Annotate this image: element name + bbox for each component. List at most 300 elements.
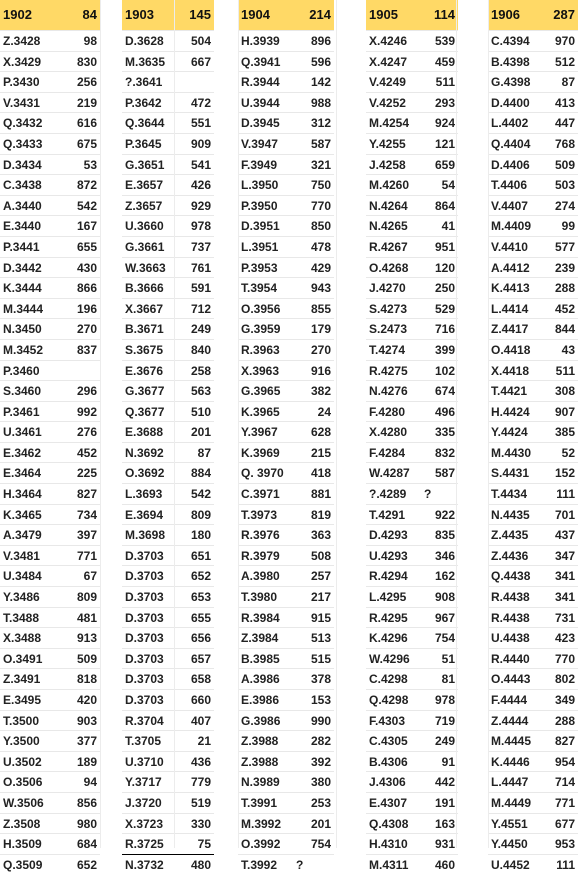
cell-code: D.3442: [3, 260, 42, 275]
table-row[interactable]: [0, 112, 100, 133]
cell-code: Q.4298: [369, 693, 409, 707]
table-row[interactable]: [366, 813, 458, 834]
table-row[interactable]: [122, 730, 214, 751]
cell-code: P.3441: [3, 239, 40, 254]
header-year: 1902: [3, 7, 32, 22]
table-row[interactable]: [0, 421, 100, 442]
cell-value: 768: [554, 136, 575, 151]
table-row[interactable]: [238, 257, 334, 278]
table-row[interactable]: [122, 627, 214, 648]
cell-code: K.4296: [369, 631, 408, 646]
table-row[interactable]: [366, 92, 458, 113]
table-row[interactable]: [488, 442, 578, 463]
table-row[interactable]: [238, 586, 334, 607]
table-row[interactable]: [488, 462, 578, 483]
cell-code: H.3939: [241, 34, 280, 48]
cell-code: Q.3941: [241, 54, 281, 69]
table-row[interactable]: [0, 730, 100, 751]
cell-code: T.4406: [491, 178, 528, 193]
table-row[interactable]: [0, 668, 100, 689]
table-row[interactable]: [122, 792, 214, 813]
table-row[interactable]: [122, 710, 214, 731]
cell-value: 907: [554, 404, 575, 419]
table-row[interactable]: [488, 854, 578, 875]
table-row[interactable]: [366, 689, 458, 710]
table-row[interactable]: [0, 565, 100, 586]
cell-code: T.4421: [491, 384, 528, 399]
table-row[interactable]: [238, 154, 334, 175]
table-row[interactable]: [0, 607, 100, 628]
table-row[interactable]: [366, 71, 458, 92]
cell-code: V.3947: [241, 136, 278, 151]
table-row[interactable]: [0, 504, 100, 525]
table-row[interactable]: [238, 236, 334, 257]
table-row[interactable]: [488, 236, 578, 257]
cell-value: 111: [556, 857, 575, 872]
table-row[interactable]: [122, 154, 214, 175]
cell-value: 436: [190, 754, 211, 769]
table-row[interactable]: [488, 751, 578, 772]
table-row[interactable]: [0, 483, 100, 504]
header-count: 287: [553, 7, 575, 22]
table-row[interactable]: [488, 195, 578, 216]
table-row[interactable]: [238, 318, 334, 339]
table-row[interactable]: [366, 195, 458, 216]
table-row[interactable]: [366, 607, 458, 628]
table-row[interactable]: [238, 854, 334, 875]
cell-value: 452: [554, 301, 575, 316]
cell-code: H.4424: [491, 404, 530, 419]
table-row[interactable]: [366, 154, 458, 175]
table-row[interactable]: [488, 421, 578, 442]
table-row[interactable]: [122, 648, 214, 669]
cell-code: Q.3432: [3, 116, 43, 131]
table-row[interactable]: [488, 257, 578, 278]
cell-value: 308: [554, 384, 575, 399]
table-row[interactable]: [488, 504, 578, 525]
table-row[interactable]: [0, 318, 100, 339]
table-row[interactable]: [366, 854, 458, 875]
table-row[interactable]: [366, 318, 458, 339]
table-row[interactable]: [238, 462, 334, 483]
cell-code: C.4298: [369, 672, 408, 687]
cell-value: 87: [561, 75, 575, 90]
table-row[interactable]: [238, 421, 334, 442]
table-row[interactable]: [238, 51, 334, 72]
table-row[interactable]: [238, 92, 334, 113]
table-row[interactable]: [122, 257, 214, 278]
table-row[interactable]: [238, 174, 334, 195]
table-row[interactable]: [122, 236, 214, 257]
cell-value: 850: [310, 219, 331, 234]
table-row[interactable]: [122, 92, 214, 113]
table-row[interactable]: [0, 195, 100, 216]
table-row[interactable]: [0, 277, 100, 298]
cell-value: 596: [310, 54, 331, 69]
table-row[interactable]: [122, 813, 214, 834]
cell-code: T.4434: [491, 487, 528, 502]
table-row[interactable]: [0, 133, 100, 154]
table-row[interactable]: [488, 730, 578, 751]
table-row[interactable]: [0, 751, 100, 772]
table-row[interactable]: [488, 565, 578, 586]
header-count: 214: [309, 7, 331, 22]
cell-code: Y.4551: [491, 816, 528, 831]
cell-value: 253: [310, 795, 331, 810]
cell-value: 349: [554, 693, 575, 707]
table-row[interactable]: [238, 813, 334, 834]
table-row[interactable]: [0, 627, 100, 648]
table-row[interactable]: [238, 277, 334, 298]
table-row[interactable]: [238, 771, 334, 792]
table-row[interactable]: [238, 833, 334, 854]
table-row[interactable]: [366, 51, 458, 72]
cell-code: Z.4417: [491, 322, 529, 337]
table-row[interactable]: [238, 71, 334, 92]
table-row[interactable]: [122, 71, 214, 92]
table-row[interactable]: [488, 71, 578, 92]
table-row[interactable]: [488, 277, 578, 298]
table-row[interactable]: [0, 442, 100, 463]
table-row[interactable]: [488, 689, 578, 710]
table-row[interactable]: [238, 133, 334, 154]
table-row[interactable]: [366, 710, 458, 731]
cell-code: U.3944: [241, 95, 280, 110]
table-row[interactable]: [488, 215, 578, 236]
column-header[interactable]: [366, 0, 458, 30]
table-row[interactable]: [238, 524, 334, 545]
table-row[interactable]: [122, 833, 214, 854]
table-row[interactable]: [366, 668, 458, 689]
cell-value: 542: [190, 487, 211, 502]
table-row[interactable]: [488, 483, 578, 504]
cell-value: 802: [554, 672, 575, 687]
table-row[interactable]: [122, 133, 214, 154]
cell-value: 163: [434, 816, 455, 831]
table-row[interactable]: [0, 71, 100, 92]
cell-code: P.3645: [125, 136, 162, 151]
table-row[interactable]: [488, 771, 578, 792]
cell-code: X.3723: [125, 816, 164, 831]
table-row[interactable]: [366, 236, 458, 257]
cell-code: U.3660: [125, 219, 164, 234]
table-row[interactable]: [488, 710, 578, 731]
cell-code: R.4294: [369, 569, 408, 584]
table-row[interactable]: [238, 545, 334, 566]
cell-code: X.3429: [3, 54, 42, 69]
table-row[interactable]: [0, 689, 100, 710]
table-row[interactable]: [366, 30, 458, 51]
table-row[interactable]: [0, 401, 100, 422]
table-row[interactable]: [122, 195, 214, 216]
table-row[interactable]: [0, 174, 100, 195]
table-row[interactable]: [238, 607, 334, 628]
table-row[interactable]: [366, 360, 458, 381]
table-row[interactable]: [488, 607, 578, 628]
table-row[interactable]: [366, 277, 458, 298]
table-row[interactable]: [366, 442, 458, 463]
table-row[interactable]: [366, 483, 458, 504]
table-row[interactable]: [366, 112, 458, 133]
table-row[interactable]: [0, 30, 100, 51]
table-row[interactable]: [488, 30, 578, 51]
table-row[interactable]: [366, 565, 458, 586]
table-row[interactable]: [488, 627, 578, 648]
table-row[interactable]: [0, 360, 100, 381]
table-row[interactable]: [0, 545, 100, 566]
table-row[interactable]: [366, 215, 458, 236]
table-row[interactable]: [366, 401, 458, 422]
table-row[interactable]: [488, 339, 578, 360]
column-header[interactable]: [238, 0, 334, 30]
table-row[interactable]: [122, 504, 214, 525]
table-row[interactable]: [122, 607, 214, 628]
table-row[interactable]: [488, 380, 578, 401]
table-row[interactable]: [0, 257, 100, 278]
table-row[interactable]: [366, 792, 458, 813]
table-row[interactable]: [366, 586, 458, 607]
table-row[interactable]: [0, 236, 100, 257]
table-row[interactable]: [122, 298, 214, 319]
table-row[interactable]: [0, 380, 100, 401]
grid-line: [100, 0, 101, 848]
cell-code: T.3705: [125, 734, 162, 749]
table-row[interactable]: [0, 854, 100, 875]
table-row[interactable]: [122, 565, 214, 586]
table-row[interactable]: [366, 421, 458, 442]
table-row[interactable]: [366, 298, 458, 319]
table-row[interactable]: [122, 524, 214, 545]
cell-value: 418: [310, 466, 331, 481]
table-row[interactable]: [238, 648, 334, 669]
table-row[interactable]: [238, 565, 334, 586]
table-row[interactable]: [366, 524, 458, 545]
table-row[interactable]: [122, 668, 214, 689]
table-row[interactable]: [0, 524, 100, 545]
table-row[interactable]: [238, 668, 334, 689]
table-row[interactable]: [488, 51, 578, 72]
table-row[interactable]: [366, 771, 458, 792]
table-row[interactable]: [122, 30, 214, 51]
cell-code: Z.3491: [3, 672, 41, 687]
table-row[interactable]: [238, 751, 334, 772]
table-row[interactable]: [366, 504, 458, 525]
year-column-1905: [366, 0, 458, 874]
table-row[interactable]: [0, 462, 100, 483]
table-row[interactable]: [0, 586, 100, 607]
table-row[interactable]: [0, 771, 100, 792]
table-row[interactable]: [122, 751, 214, 772]
table-row[interactable]: [238, 504, 334, 525]
table-row[interactable]: [488, 133, 578, 154]
cell-code: X.4246: [369, 34, 408, 48]
table-row[interactable]: [0, 298, 100, 319]
table-row[interactable]: [0, 792, 100, 813]
table-row[interactable]: [488, 648, 578, 669]
cell-code: P.3430: [3, 75, 40, 90]
table-row[interactable]: [122, 174, 214, 195]
table-row[interactable]: [122, 112, 214, 133]
table-row[interactable]: [366, 545, 458, 566]
table-row[interactable]: [488, 92, 578, 113]
column-header[interactable]: [122, 0, 214, 30]
table-row[interactable]: [238, 710, 334, 731]
table-row[interactable]: [122, 51, 214, 72]
table-row[interactable]: [0, 215, 100, 236]
table-row[interactable]: [122, 421, 214, 442]
table-row[interactable]: [488, 298, 578, 319]
cell-code: N.3450: [3, 322, 42, 337]
cell-code: P.3460: [3, 363, 40, 378]
table-row[interactable]: [122, 854, 214, 875]
table-row[interactable]: [488, 586, 578, 607]
table-row[interactable]: [122, 215, 214, 236]
table-row[interactable]: [238, 298, 334, 319]
cell-code: L.4295: [369, 590, 407, 605]
table-row[interactable]: [122, 442, 214, 463]
cell-value: 881: [310, 487, 331, 502]
table-row[interactable]: [488, 112, 578, 133]
cell-value: 270: [310, 342, 331, 357]
table-row[interactable]: [366, 730, 458, 751]
table-row[interactable]: [0, 154, 100, 175]
table-row[interactable]: [238, 401, 334, 422]
cell-value: 276: [76, 425, 97, 440]
cell-value: 809: [190, 507, 211, 522]
cell-value: 712: [190, 301, 211, 316]
cell-code: D.3703: [125, 672, 164, 687]
cell-value: 43: [561, 342, 575, 357]
table-row[interactable]: [366, 133, 458, 154]
cell-value: 628: [310, 425, 331, 440]
cell-value: 24: [317, 404, 331, 419]
table-row[interactable]: [488, 318, 578, 339]
table-row[interactable]: [238, 112, 334, 133]
cell-value: 250: [434, 281, 455, 296]
cell-value: 511: [555, 363, 575, 378]
cell-value: 655: [76, 239, 97, 254]
table-row[interactable]: [238, 792, 334, 813]
cell-value: 274: [554, 198, 575, 213]
table-row[interactable]: [122, 462, 214, 483]
cell-value: 771: [76, 548, 97, 563]
table-row[interactable]: [488, 524, 578, 545]
cell-code: X.4247: [369, 54, 408, 69]
table-row[interactable]: [238, 360, 334, 381]
table-row[interactable]: [488, 668, 578, 689]
table-row[interactable]: [488, 833, 578, 854]
cell-value: 41: [441, 219, 455, 234]
cell-code: T.3500: [3, 713, 40, 728]
table-row[interactable]: [238, 627, 334, 648]
table-row[interactable]: [238, 730, 334, 751]
table-row[interactable]: [488, 360, 578, 381]
cell-value: 809: [76, 590, 97, 605]
table-row[interactable]: [366, 648, 458, 669]
table-row[interactable]: [122, 771, 214, 792]
table-row[interactable]: [366, 380, 458, 401]
cell-value: 75: [197, 837, 211, 852]
table-row[interactable]: [238, 195, 334, 216]
table-row[interactable]: [122, 360, 214, 381]
table-row[interactable]: [0, 339, 100, 360]
table-row[interactable]: [122, 277, 214, 298]
table-row[interactable]: [238, 442, 334, 463]
table-row[interactable]: [488, 174, 578, 195]
cell-code: Y.3967: [241, 425, 278, 440]
table-row[interactable]: [0, 648, 100, 669]
table-row[interactable]: [366, 257, 458, 278]
table-row[interactable]: [238, 483, 334, 504]
cell-value: 924: [434, 116, 455, 131]
column-header[interactable]: [488, 0, 578, 30]
cell-value: 503: [554, 178, 575, 193]
cell-value: 52: [561, 445, 575, 460]
table-row[interactable]: [366, 751, 458, 772]
table-row[interactable]: [122, 339, 214, 360]
table-row[interactable]: [488, 545, 578, 566]
table-row[interactable]: [366, 833, 458, 854]
cell-value: 844: [554, 322, 575, 337]
table-row[interactable]: [122, 586, 214, 607]
table-row[interactable]: [488, 154, 578, 175]
cell-value: 837: [76, 342, 97, 357]
cell-code: V.4249: [369, 75, 406, 90]
table-row[interactable]: [488, 813, 578, 834]
table-row[interactable]: [122, 380, 214, 401]
table-row[interactable]: [0, 813, 100, 834]
cell-value: 509: [554, 157, 575, 172]
cell-code: O.3692: [125, 466, 165, 481]
table-row[interactable]: [0, 710, 100, 731]
cell-value: 872: [76, 178, 97, 193]
cell-value: 992: [76, 404, 97, 419]
cell-value: 677: [554, 816, 575, 831]
table-row[interactable]: [238, 689, 334, 710]
table-row[interactable]: [122, 689, 214, 710]
table-row[interactable]: [366, 462, 458, 483]
table-row[interactable]: [238, 215, 334, 236]
table-row[interactable]: [238, 380, 334, 401]
cell-value: 908: [434, 590, 455, 605]
cell-code: H.3509: [3, 837, 42, 852]
cell-value: 121: [434, 136, 455, 151]
cell-code: G.3661: [125, 239, 165, 254]
table-row[interactable]: [122, 545, 214, 566]
table-row[interactable]: [238, 339, 334, 360]
table-row[interactable]: [122, 318, 214, 339]
table-row[interactable]: [0, 51, 100, 72]
cell-code: J.4306: [369, 775, 406, 790]
table-row[interactable]: [488, 792, 578, 813]
table-row[interactable]: [0, 92, 100, 113]
table-row[interactable]: [366, 627, 458, 648]
column-header[interactable]: [0, 0, 100, 30]
cell-value: 347: [554, 548, 575, 563]
table-row[interactable]: [238, 30, 334, 51]
table-row[interactable]: [122, 401, 214, 422]
cell-value: 953: [554, 837, 575, 852]
cell-code: U.4452: [491, 857, 530, 872]
table-row[interactable]: [0, 833, 100, 854]
table-row[interactable]: [122, 483, 214, 504]
cell-code: C.3971: [241, 487, 280, 502]
cell-value: 67: [83, 569, 97, 584]
table-row[interactable]: [366, 339, 458, 360]
table-row[interactable]: [488, 401, 578, 422]
cell-value: 152: [554, 466, 575, 481]
table-row[interactable]: [366, 174, 458, 195]
